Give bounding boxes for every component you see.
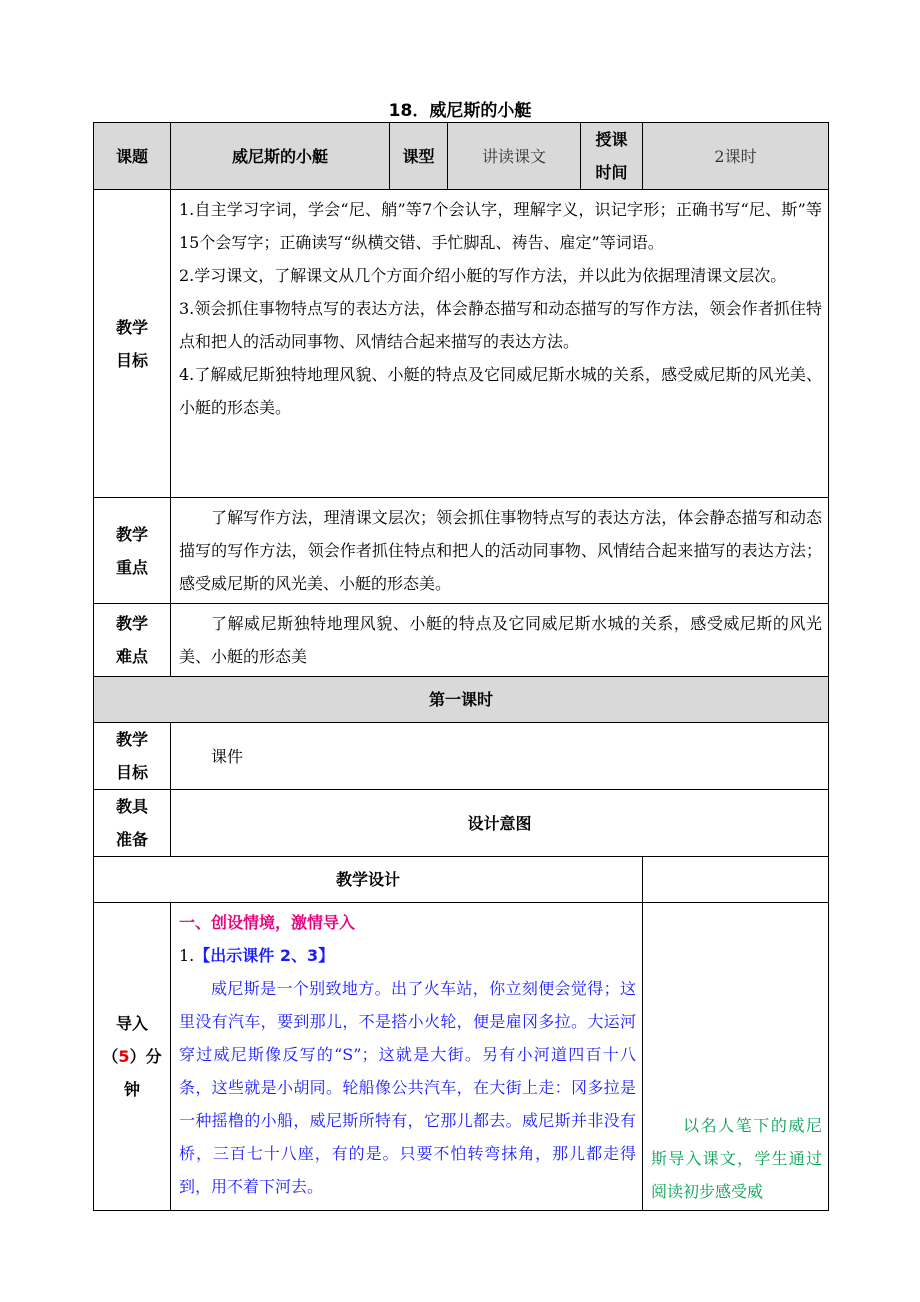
intro-label-line2 [94,1040,170,1073]
lesson-goal-row [94,723,829,790]
intro-intent-text: 以名人笔下的威尼斯导入课文，学生通过阅读初步感受威 [651,1116,822,1201]
goal-item: 4.了解威尼斯独特地理风貌、小艇的特点及它同威尼斯水城的关系，感受威尼斯的风光美、小艇的形态美。 [179,365,822,417]
time-label-line2: 时间 [595,163,628,182]
intro-row [94,903,829,1211]
key-points-text: 了解写作方法，理清课文层次；领会抓住事物特点写的表达方法，体会静态描写和动态描写的写作方法，领会作者抓住特点和把人的活动同事物、风情结合起来描写的表达方法；感受威尼斯的风光美、小艇的形态美。 [179,508,822,593]
intro-label-line1: 导入 [115,1014,148,1033]
lesson-goal-label-line1: 教学 [115,730,148,749]
tools-row [94,790,829,857]
lesson-goal-label [94,723,171,790]
intro-minutes: 5 [118,1047,130,1066]
lesson-plan-table [93,122,829,1211]
goals-label [94,190,171,498]
goals-label-line1: 教学 [115,317,148,337]
goals-content [171,190,829,498]
difficulties-label-line2: 难点 [115,647,148,666]
difficulties-row [94,604,829,677]
key-points-label-line1: 教学 [115,524,148,544]
difficulties-text: 了解威尼斯独特地理风貌、小艇的特点及它同威尼斯水城的关系，感受威尼斯的风光美、小艇的形态美 [179,614,822,666]
design-heading: 教学设计 [94,857,643,903]
tools-value: 设计意图 [171,790,829,857]
design-heading-row [94,857,829,903]
intro-passage: 威尼斯是一个别致地方。出了火车站，你立刻便会觉得；这里没有汽车，要到那儿，不是搭小火轮，便是雇冈多拉。大运河穿过威尼斯像反写的“S”；这就是大街。另有小河道四百十八条，这些就是小胡同。轮船像公共汽车，在大街上走：冈多拉是一种摇橹的小船，威尼斯所特有，它那儿都去。威尼斯并非没有桥，三百七十八座，有的是。只要不怕转弯抹角，那儿都走得到，用不着下河去。 [179,979,636,1196]
goal-item: 2.学习课文，了解课文从几个方面介绍小艇的写作方法，并以此为依据理清课文层次。 [179,266,787,285]
goal-item: 3.领会抓住事物特点写的表达方法，体会静态描写和动态描写的写作方法，领会作者抓住特点和把人的活动同事物、风情结合起来描写的表达方法。 [179,299,822,351]
lesson-heading: 第一课时 [94,677,829,723]
difficulties-label-line1: 教学 [115,614,148,633]
design-heading-empty [643,857,829,903]
header-row [94,123,829,190]
key-points-content [171,498,829,604]
difficulties-content [171,604,829,677]
intro-step-text: 【出示课件 2、3】 [194,946,335,965]
time-label-line1: 授课 [595,130,628,149]
intro-section-title: 一、创设情境，激情导入 [179,913,356,932]
goals-label-line2: 目标 [115,350,148,370]
time-label [581,123,643,190]
key-points-label-line2: 重点 [115,557,148,577]
topic-label: 课题 [94,123,171,190]
intro-design-intent [643,903,829,1211]
goals-row [94,190,829,498]
type-value: 讲读课文 [448,123,581,190]
intro-label [94,903,171,1211]
topic-value: 威尼斯的小艇 [171,123,390,190]
tools-label-line2: 准备 [115,830,148,849]
key-points-label [94,498,171,604]
lesson-goal-content [171,723,829,790]
tools-label [94,790,171,857]
difficulties-label [94,604,171,677]
tools-label-line1: 教具 [115,797,148,816]
intro-label-line3: 钟 [123,1080,140,1099]
key-points-row [94,498,829,604]
intro-step-prefix: 1. [179,946,195,965]
intro-paren-open: （ [102,1047,119,1066]
intro-step [179,939,636,972]
intro-content [171,903,643,1211]
time-value: 2课时 [643,123,829,190]
lesson-goal-label-line2: 目标 [115,763,148,782]
intro-paren-close: ）分 [129,1047,162,1066]
document-title: 18．威尼斯的小艇 [388,101,532,121]
lesson-goal-value: 课件 [211,746,244,766]
type-label: 课型 [390,123,448,190]
lesson-heading-row [94,677,829,723]
goal-item: 1.自主学习字词，学会“尼、艄”等7个会认字，理解字义，识记字形；正确书写“尼、斯”等15个会写字；正确读写“纵横交错、手忙脚乱、祷告、雇定”等词语。 [179,200,822,252]
